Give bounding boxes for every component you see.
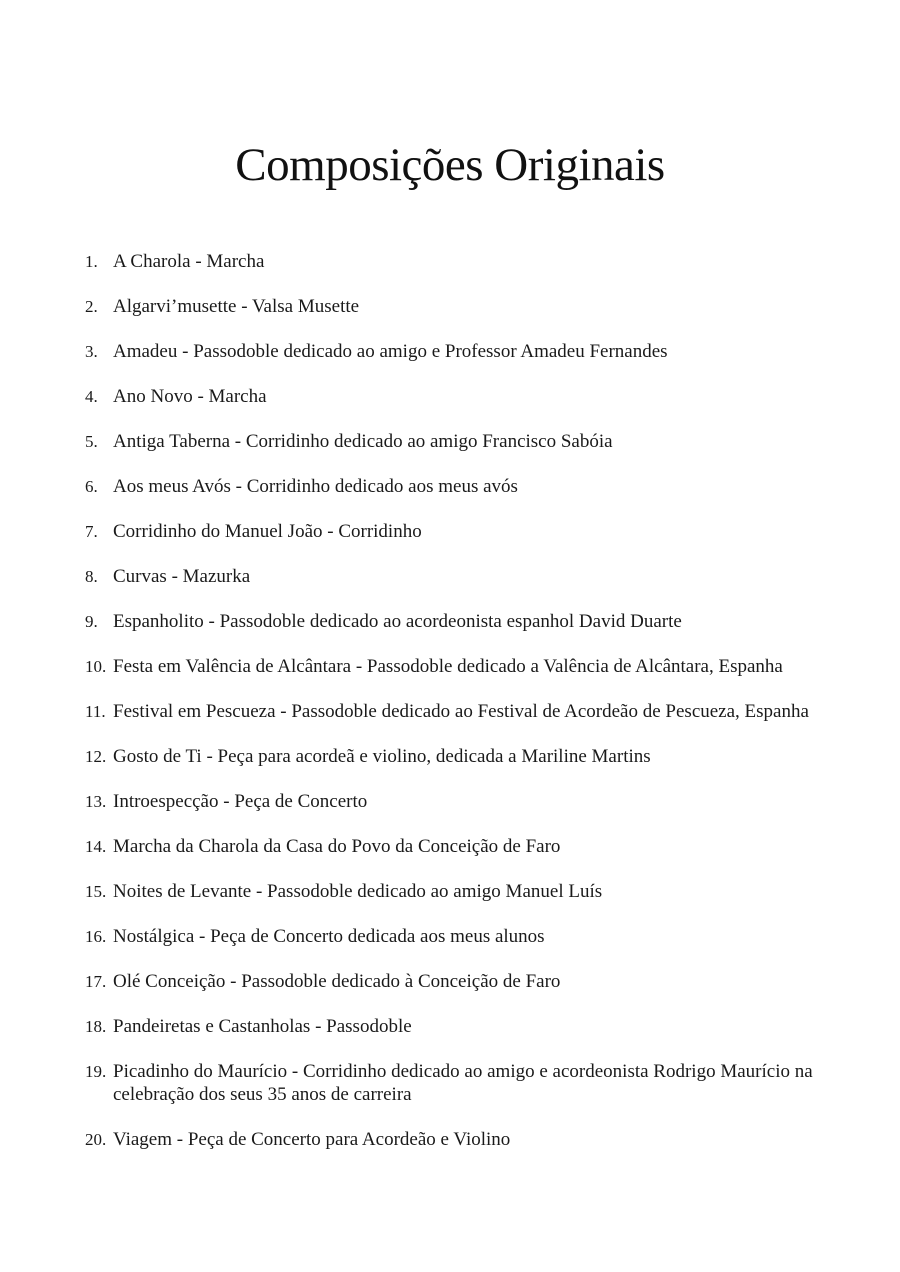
- list-item: [85, 1060, 825, 1106]
- item-text: Aos meus Avós - Corridinho dedicado aos meus avós: [113, 476, 518, 497]
- list-item: [85, 610, 825, 633]
- item-number: 14.: [85, 837, 107, 856]
- list-item: [85, 430, 825, 453]
- item-number: 17.: [85, 972, 107, 991]
- item-text: Corridinho do Manuel João - Corridinho: [113, 521, 422, 542]
- item-text: Picadinho do Maurício - Corridinho dedicado ao amigo e acordeonista Rodrigo Maurício na celebração dos seus 35 anos de carreira: [113, 1061, 813, 1105]
- item-number: 19.: [85, 1062, 107, 1081]
- item-text: Antiga Taberna - Corridinho dedicado ao amigo Francisco Sabóia: [113, 431, 613, 452]
- item-text: Espanholito - Passodoble dedicado ao acordeonista espanhol David Duarte: [113, 611, 682, 632]
- item-number: 20.: [85, 1130, 107, 1149]
- item-number: 7.: [85, 522, 98, 541]
- page-title: Composições Originais: [235, 139, 665, 191]
- list-item: [85, 1128, 825, 1151]
- list-item: [85, 970, 825, 993]
- item-number: 3.: [85, 342, 98, 361]
- list-item: [85, 790, 825, 813]
- item-number: 16.: [85, 927, 107, 946]
- item-text: Algarvi’musette - Valsa Musette: [113, 296, 360, 317]
- list-item: [85, 340, 825, 363]
- item-text: Festival em Pescueza - Passodoble dedicado ao Festival de Acordeão de Pescueza, Espanha: [113, 701, 809, 722]
- list-item: [85, 745, 825, 768]
- item-text: Festa em Valência de Alcântara - Passodoble dedicado a Valência de Alcântara, Espanha: [113, 656, 783, 677]
- item-text: Introespecção - Peça de Concerto: [113, 791, 368, 812]
- list-item: [85, 835, 825, 858]
- item-text: Nostálgica - Peça de Concerto dedicada aos meus alunos: [113, 926, 545, 947]
- composition-list: [85, 250, 825, 1173]
- item-text: Pandeiretas e Castanholas - Passodoble: [113, 1016, 412, 1037]
- list-item: [85, 565, 825, 588]
- item-number: 1.: [85, 252, 98, 271]
- item-text: Viagem - Peça de Concerto para Acordeão e Violino: [113, 1129, 511, 1150]
- item-text: Noites de Levante - Passodoble dedicado ao amigo Manuel Luís: [113, 881, 603, 902]
- list-item: [85, 880, 825, 903]
- item-number: 6.: [85, 477, 98, 496]
- item-number: 15.: [85, 882, 107, 901]
- item-number: 18.: [85, 1017, 107, 1036]
- item-text: Marcha da Charola da Casa do Povo da Conceição de Faro: [113, 836, 561, 857]
- list-item: [85, 655, 825, 678]
- item-number: 13.: [85, 792, 107, 811]
- list-item: [85, 295, 825, 318]
- list-item: [85, 475, 825, 498]
- item-number: 9.: [85, 612, 98, 631]
- item-text: Olé Conceição - Passodoble dedicado à Conceição de Faro: [113, 971, 561, 992]
- item-number: 4.: [85, 387, 98, 406]
- item-text: Curvas - Mazurka: [113, 566, 251, 587]
- item-number: 2.: [85, 297, 98, 316]
- item-text: A Charola - Marcha: [113, 251, 265, 272]
- list-item: [85, 700, 825, 723]
- item-number: 5.: [85, 432, 98, 451]
- item-text: Amadeu - Passodoble dedicado ao amigo e Professor Amadeu Fernandes: [113, 341, 668, 362]
- list-item: [85, 520, 825, 543]
- list-item: [85, 1015, 825, 1038]
- list-item: [85, 385, 825, 408]
- item-number: 11.: [85, 702, 106, 721]
- item-number: 12.: [85, 747, 107, 766]
- list-item: [85, 250, 825, 273]
- item-text: Ano Novo - Marcha: [113, 386, 267, 407]
- item-number: 10.: [85, 657, 107, 676]
- item-text: Gosto de Ti - Peça para acordeã e violino, dedicada a Mariline Martins: [113, 746, 651, 767]
- list-item: [85, 925, 825, 948]
- item-number: 8.: [85, 567, 98, 586]
